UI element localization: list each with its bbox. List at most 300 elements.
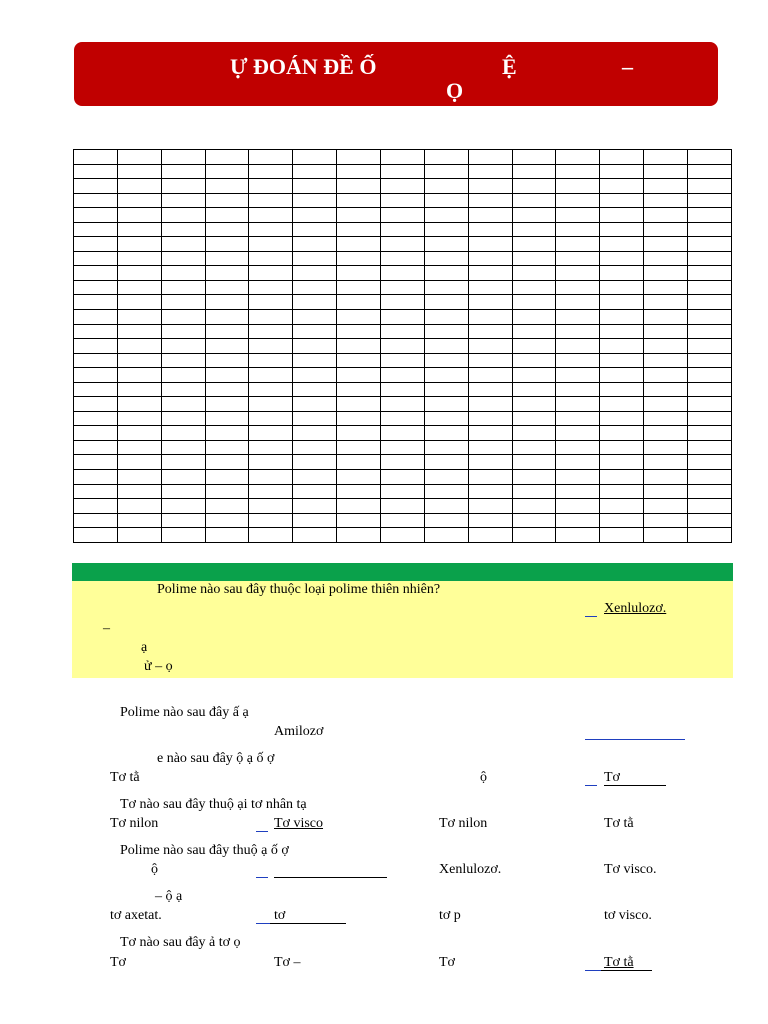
grid-cell	[117, 368, 161, 383]
grid-cell	[381, 440, 425, 455]
grid-cell	[161, 193, 205, 208]
grid-cell	[600, 528, 644, 543]
grid-cell	[644, 528, 688, 543]
grid-cell	[117, 310, 161, 325]
grid-cell	[205, 208, 249, 223]
grid-cell	[688, 440, 732, 455]
grid-cell	[381, 193, 425, 208]
grid-cell	[556, 251, 600, 266]
grid-cell	[424, 440, 468, 455]
grid-cell	[337, 150, 381, 165]
grid-cell	[424, 193, 468, 208]
grid-cell	[512, 179, 556, 194]
grid-cell	[381, 208, 425, 223]
grid-cell	[600, 150, 644, 165]
grid-cell	[293, 513, 337, 528]
grid-cell	[512, 193, 556, 208]
grid-cell	[556, 324, 600, 339]
grid-cell	[556, 150, 600, 165]
q4-option-c: Tơ nilon	[439, 816, 488, 831]
grid-cell	[556, 397, 600, 412]
grid-cell	[424, 324, 468, 339]
grid-cell	[468, 382, 512, 397]
grid-cell	[600, 266, 644, 281]
q1-fragment: –	[103, 621, 110, 636]
grid-cell	[468, 440, 512, 455]
grid-row	[74, 179, 732, 194]
grid-row	[74, 208, 732, 223]
grid-cell	[117, 426, 161, 441]
grid-row	[74, 382, 732, 397]
grid-cell	[512, 426, 556, 441]
grid-cell	[249, 222, 293, 237]
grid-cell	[161, 484, 205, 499]
grid-cell	[74, 295, 118, 310]
grid-cell	[381, 499, 425, 514]
grid-cell	[337, 455, 381, 470]
grid-cell	[556, 484, 600, 499]
grid-cell	[424, 208, 468, 223]
grid-cell	[205, 499, 249, 514]
grid-cell	[205, 237, 249, 252]
grid-cell	[424, 528, 468, 543]
grid-cell	[600, 208, 644, 223]
grid-cell	[337, 499, 381, 514]
grid-cell	[249, 411, 293, 426]
q6-text: – ộ ạ	[155, 889, 183, 904]
grid-cell	[381, 324, 425, 339]
grid-cell	[468, 222, 512, 237]
grid-cell	[205, 324, 249, 339]
grid-cell	[337, 237, 381, 252]
answer-grid	[73, 149, 732, 543]
grid-cell	[161, 251, 205, 266]
grid-cell	[688, 455, 732, 470]
grid-cell	[74, 310, 118, 325]
grid-cell	[424, 411, 468, 426]
grid-cell	[249, 310, 293, 325]
grid-cell	[600, 295, 644, 310]
grid-row	[74, 440, 732, 455]
grid-cell	[512, 310, 556, 325]
grid-row	[74, 324, 732, 339]
grid-cell	[74, 266, 118, 281]
grid-cell	[556, 455, 600, 470]
grid-cell	[688, 280, 732, 295]
grid-cell	[205, 484, 249, 499]
grid-cell	[556, 164, 600, 179]
grid-cell	[381, 411, 425, 426]
grid-cell	[556, 208, 600, 223]
grid-cell	[600, 164, 644, 179]
grid-cell	[337, 513, 381, 528]
grid-cell	[117, 353, 161, 368]
grid-cell	[205, 368, 249, 383]
grid-cell	[644, 470, 688, 485]
q3-answer-underline	[604, 785, 666, 786]
grid-cell	[600, 251, 644, 266]
grid-cell	[512, 397, 556, 412]
grid-cell	[205, 382, 249, 397]
q6-option-a: tơ axetat.	[110, 908, 162, 923]
grid-cell	[381, 222, 425, 237]
grid-cell	[74, 513, 118, 528]
grid-cell	[74, 324, 118, 339]
grid-cell	[161, 426, 205, 441]
grid-cell	[249, 484, 293, 499]
grid-cell	[117, 208, 161, 223]
grid-cell	[468, 179, 512, 194]
grid-cell	[512, 499, 556, 514]
grid-cell	[600, 382, 644, 397]
grid-cell	[293, 440, 337, 455]
grid-cell	[468, 353, 512, 368]
grid-cell	[381, 179, 425, 194]
grid-cell	[512, 280, 556, 295]
grid-row	[74, 426, 732, 441]
grid-cell	[117, 528, 161, 543]
grid-cell	[117, 513, 161, 528]
grid-cell	[381, 237, 425, 252]
q5-option-c: Xenlulozơ.	[439, 862, 502, 877]
grid-cell	[600, 353, 644, 368]
grid-cell	[74, 426, 118, 441]
grid-cell	[468, 499, 512, 514]
grid-cell	[161, 397, 205, 412]
grid-cell	[512, 440, 556, 455]
grid-cell	[468, 455, 512, 470]
q7-option-c: Tơ	[439, 955, 455, 970]
grid-cell	[249, 251, 293, 266]
grid-cell	[161, 324, 205, 339]
grid-cell	[556, 222, 600, 237]
grid-cell	[688, 528, 732, 543]
grid-cell	[249, 426, 293, 441]
grid-cell	[293, 426, 337, 441]
grid-cell	[424, 295, 468, 310]
grid-cell	[74, 164, 118, 179]
grid-cell	[161, 440, 205, 455]
grid-cell	[688, 324, 732, 339]
grid-cell	[644, 397, 688, 412]
grid-cell	[556, 499, 600, 514]
grid-cell	[249, 528, 293, 543]
grid-cell	[117, 455, 161, 470]
grid-row	[74, 455, 732, 470]
grid-cell	[337, 368, 381, 383]
grid-cell	[424, 150, 468, 165]
grid-cell	[644, 513, 688, 528]
grid-row	[74, 499, 732, 514]
q7-text: Tơ nào sau đây ả tơ ọ	[120, 935, 241, 950]
grid-cell	[74, 411, 118, 426]
grid-cell	[161, 208, 205, 223]
grid-cell	[512, 470, 556, 485]
grid-cell	[468, 411, 512, 426]
grid-cell	[249, 266, 293, 281]
grid-cell	[74, 280, 118, 295]
header-banner	[74, 42, 718, 106]
grid-cell	[644, 193, 688, 208]
grid-cell	[424, 251, 468, 266]
grid-cell	[161, 237, 205, 252]
grid-cell	[337, 251, 381, 266]
grid-cell	[293, 251, 337, 266]
grid-cell	[74, 440, 118, 455]
grid-cell	[556, 353, 600, 368]
grid-cell	[337, 484, 381, 499]
grid-cell	[644, 426, 688, 441]
grid-cell	[424, 222, 468, 237]
grid-cell	[644, 237, 688, 252]
grid-cell	[688, 397, 732, 412]
grid-cell	[161, 150, 205, 165]
q4-option-d: Tơ tằ	[604, 816, 634, 831]
grid-cell	[556, 528, 600, 543]
grid-cell	[293, 266, 337, 281]
grid-cell	[468, 164, 512, 179]
grid-cell	[381, 528, 425, 543]
grid-row	[74, 150, 732, 165]
grid-cell	[205, 179, 249, 194]
grid-cell	[161, 499, 205, 514]
grid-cell	[337, 179, 381, 194]
grid-row	[74, 280, 732, 295]
grid-cell	[688, 499, 732, 514]
grid-cell	[249, 280, 293, 295]
grid-cell	[161, 222, 205, 237]
grid-cell	[74, 339, 118, 354]
grid-cell	[512, 208, 556, 223]
grid-cell	[117, 266, 161, 281]
grid-cell	[249, 164, 293, 179]
grid-cell	[512, 251, 556, 266]
grid-cell	[424, 368, 468, 383]
grid-cell	[337, 266, 381, 281]
q7-option-d: Tơ tằ	[604, 955, 634, 970]
grid-cell	[293, 411, 337, 426]
grid-cell	[205, 470, 249, 485]
grid-cell	[117, 484, 161, 499]
grid-cell	[117, 251, 161, 266]
grid-cell	[249, 150, 293, 165]
grid-cell	[249, 179, 293, 194]
grid-cell	[74, 368, 118, 383]
grid-cell	[293, 484, 337, 499]
grid-cell	[337, 382, 381, 397]
grid-cell	[117, 280, 161, 295]
grid-cell	[688, 339, 732, 354]
grid-row	[74, 411, 732, 426]
grid-cell	[600, 179, 644, 194]
grid-cell	[205, 251, 249, 266]
q6-answer-underline	[270, 923, 346, 924]
grid-cell	[293, 280, 337, 295]
grid-cell	[424, 310, 468, 325]
q4-option-b: Tơ visco	[274, 816, 324, 831]
grid-cell	[74, 150, 118, 165]
grid-cell	[205, 310, 249, 325]
grid-cell	[600, 470, 644, 485]
grid-cell	[688, 470, 732, 485]
grid-cell	[688, 484, 732, 499]
grid-cell	[556, 280, 600, 295]
grid-cell	[293, 324, 337, 339]
grid-cell	[117, 382, 161, 397]
grid-cell	[74, 499, 118, 514]
q4-text: Tơ nào sau đây thuộ ại tơ nhân tạ	[120, 797, 307, 812]
grid-cell	[512, 222, 556, 237]
grid-cell	[74, 237, 118, 252]
q4-answer-mark	[256, 831, 268, 832]
q5-answer-mark	[256, 877, 268, 878]
q1-fragment: ử – ọ	[144, 659, 173, 674]
grid-cell	[117, 440, 161, 455]
grid-row	[74, 164, 732, 179]
grid-cell	[249, 382, 293, 397]
grid-cell	[337, 208, 381, 223]
grid-cell	[161, 339, 205, 354]
grid-cell	[293, 237, 337, 252]
grid-cell	[644, 164, 688, 179]
grid-cell	[688, 310, 732, 325]
grid-cell	[205, 440, 249, 455]
grid-cell	[205, 150, 249, 165]
header-title-part1: Ự ĐOÁN ĐỀ Ố	[230, 54, 377, 79]
grid-row	[74, 266, 732, 281]
grid-cell	[249, 513, 293, 528]
grid-cell	[337, 280, 381, 295]
grid-cell	[468, 397, 512, 412]
grid-cell	[249, 499, 293, 514]
grid-cell	[512, 237, 556, 252]
grid-cell	[424, 237, 468, 252]
grid-cell	[688, 193, 732, 208]
grid-cell	[117, 470, 161, 485]
grid-cell	[205, 353, 249, 368]
grid-cell	[249, 440, 293, 455]
grid-cell	[688, 368, 732, 383]
grid-cell	[468, 470, 512, 485]
q5-text: Polime nào sau đây thuộ ạ ố ợ	[120, 843, 289, 858]
grid-cell	[381, 426, 425, 441]
grid-cell	[644, 266, 688, 281]
grid-cell	[688, 426, 732, 441]
grid-cell	[644, 208, 688, 223]
q7-answer-mark	[585, 970, 601, 971]
grid-cell	[512, 339, 556, 354]
grid-cell	[512, 368, 556, 383]
grid-row	[74, 237, 732, 252]
grid-cell	[644, 440, 688, 455]
grid-cell	[293, 382, 337, 397]
q5-option-a: ộ	[151, 862, 158, 877]
grid-cell	[249, 295, 293, 310]
grid-row	[74, 513, 732, 528]
grid-cell	[600, 484, 644, 499]
q1-text: Polime nào sau đây thuộc loại polime thiên nhiên?	[157, 582, 441, 597]
grid-cell	[644, 179, 688, 194]
grid-cell	[381, 280, 425, 295]
grid-cell	[337, 470, 381, 485]
grid-cell	[249, 470, 293, 485]
grid-cell	[424, 164, 468, 179]
grid-cell	[424, 339, 468, 354]
q5-answer-underline	[274, 877, 387, 878]
grid-cell	[117, 324, 161, 339]
header-subtitle: Ọ	[446, 78, 464, 103]
grid-cell	[600, 513, 644, 528]
grid-cell	[468, 339, 512, 354]
grid-cell	[293, 470, 337, 485]
grid-cell	[161, 353, 205, 368]
grid-cell	[556, 470, 600, 485]
q1-answer-mark	[585, 616, 597, 617]
grid-cell	[74, 208, 118, 223]
grid-cell	[556, 295, 600, 310]
grid-cell	[688, 411, 732, 426]
grid-cell	[293, 499, 337, 514]
q3-option-d: Tơ	[604, 770, 620, 785]
grid-cell	[644, 280, 688, 295]
grid-cell	[381, 150, 425, 165]
grid-cell	[293, 150, 337, 165]
grid-cell	[644, 382, 688, 397]
q7-option-a: Tơ	[110, 955, 126, 970]
grid-cell	[600, 324, 644, 339]
grid-cell	[600, 222, 644, 237]
grid-row	[74, 353, 732, 368]
grid-cell	[293, 455, 337, 470]
grid-cell	[74, 484, 118, 499]
q6-answer-mark	[256, 923, 270, 924]
grid-cell	[600, 280, 644, 295]
q2-answer-mark	[585, 739, 685, 740]
grid-cell	[556, 193, 600, 208]
grid-cell	[468, 528, 512, 543]
grid-cell	[161, 368, 205, 383]
grid-cell	[337, 339, 381, 354]
grid-cell	[249, 237, 293, 252]
grid-row	[74, 528, 732, 543]
grid-cell	[381, 484, 425, 499]
grid-cell	[556, 426, 600, 441]
q6-option-c: tơ p	[439, 908, 461, 923]
grid-cell	[74, 222, 118, 237]
grid-cell	[337, 353, 381, 368]
grid-cell	[512, 382, 556, 397]
grid-cell	[205, 295, 249, 310]
grid-cell	[556, 382, 600, 397]
grid-cell	[117, 150, 161, 165]
grid-cell	[644, 150, 688, 165]
grid-cell	[512, 411, 556, 426]
grid-cell	[600, 440, 644, 455]
grid-cell	[381, 397, 425, 412]
grid-cell	[600, 237, 644, 252]
grid-row	[74, 310, 732, 325]
grid-cell	[249, 193, 293, 208]
grid-row	[74, 193, 732, 208]
grid-cell	[644, 368, 688, 383]
grid-cell	[74, 470, 118, 485]
grid-cell	[293, 353, 337, 368]
grid-cell	[381, 310, 425, 325]
grid-cell	[688, 382, 732, 397]
grid-cell	[205, 528, 249, 543]
grid-cell	[337, 310, 381, 325]
grid-cell	[600, 397, 644, 412]
